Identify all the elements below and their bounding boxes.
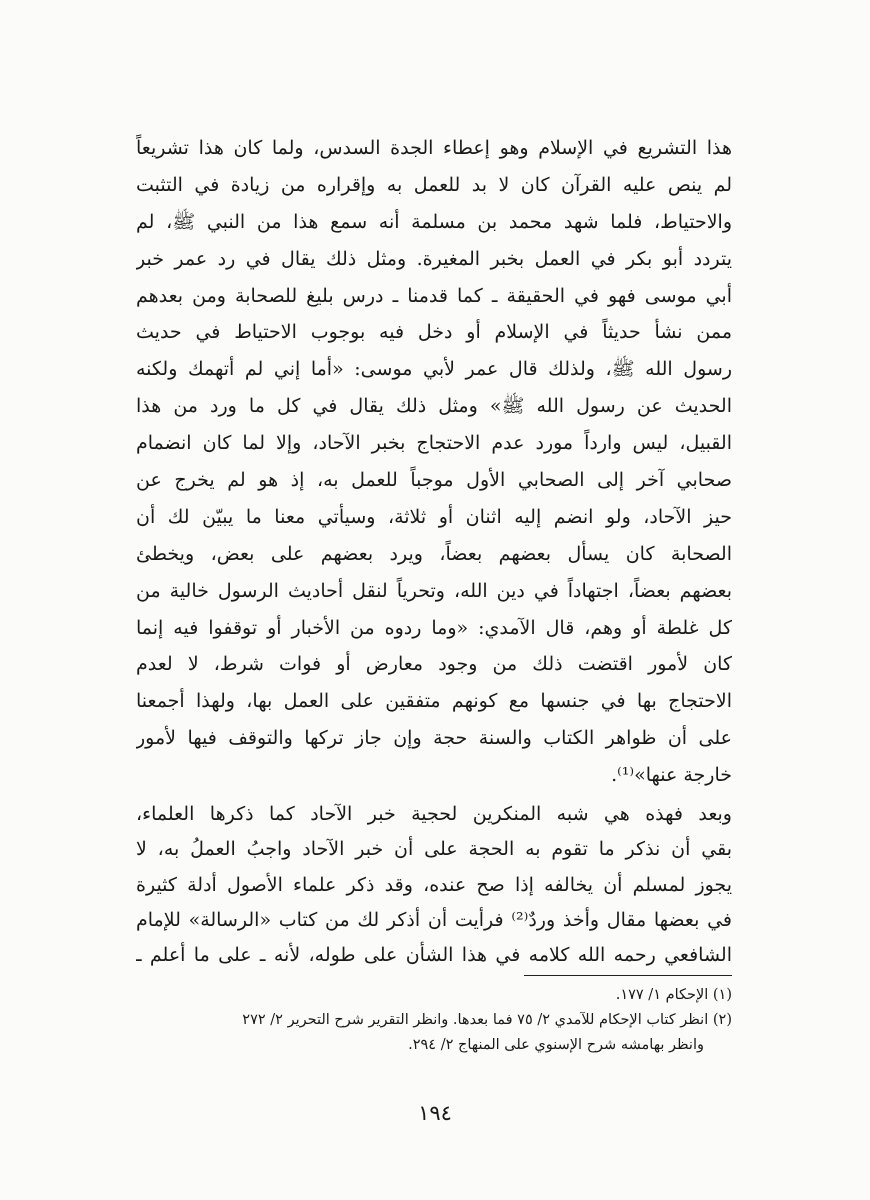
text-line: القبيل، ليس وارداً مورد عدم الاحتجاج بخبر الآحاد، وإلا لما كان انضمام <box>136 432 732 455</box>
footnotes <box>136 983 732 1058</box>
text-line: هذا التشريع في الإسلام وهو إعطاء الجدة السدس، ولما كان هذا تشريعاً <box>136 137 732 159</box>
text-line: خارجة عنها»⁽¹⁾. <box>611 764 732 787</box>
text-line: كل غلطة أو وهم، قال الآمدي: «وما ردوه من الأخبار أو توقفوا فيه إنما <box>136 616 732 639</box>
footnote-2: (٢) انظر كتاب الإحكام للآمدي ٢/ ٧٥ فما بعدها. وانظر التقرير شرح التحرير ٢/ ٢٧٢ <box>242 1012 732 1028</box>
text-line: بعضهم بعضاً، اجتهاداً في دين الله، وتحرياً لنقل أحاديث الرسول خالية من <box>136 579 732 602</box>
text-line: يتردد أبو بكر في العمل بخبر المغيرة. ومثل ذلك يقال في رد عمر خبر <box>136 247 732 270</box>
text-line: أبي موسى فهو في الحقيقة ـ كما قدمنا ـ درس بليغ للصحابة ومن بعدهم <box>136 284 732 307</box>
text-line: حيز الآحاد، ولو انضم إليه اثنان أو ثلاثة، وسيأتي معنا ما يبيّن لك أن <box>136 505 732 528</box>
text-line: ممن نشأ حديثاً في الإسلام أو دخل فيه بوجوب الاحتياط في حديث <box>136 321 732 344</box>
text-line: على أن ظواهر الكتاب والسنة حجة وإن جاز تركها والتوقف فيها لأمور <box>136 727 732 750</box>
text-line: الاحتجاج بها في جنسها مع كونهم متفقين على العمل بها، ولهذا أجمعنا <box>136 690 732 713</box>
text-line: والاحتياط، فلما شهد محمد بن مسلمة أنه سمع هذا من النبي ﷺ، لم <box>136 210 732 233</box>
text-line: يجوز لمسلم أن يخالفه إذا صح عنده، وقد ذكر علماء الأصول أدلة كثيرة <box>136 873 732 896</box>
footnote-1: (١) الإحكام ١/ ١٧٧. <box>615 987 732 1003</box>
text-line: الشافعي رحمه الله كلامه في هذا الشأن على طوله، لأنه ـ على ما أعلم ـ <box>136 944 732 967</box>
text-line: بقي أن نذكر ما تقوم به الحجة على أن خبر الآحاد واجبُ العملُ به، لا <box>136 838 732 861</box>
text-line: صحابي آخر إلى الصحابي الأول موجباً للعمل به، إذ هو لم يخرج عن <box>136 469 732 492</box>
text-line: الصحابة كان يسأل بعضهم بعضاً، ويرد بعضهم على بعض، ويخطئ <box>136 542 732 565</box>
text-line: لم ينص عليه القرآن كان لا بد للعمل به وإقراره من زيادة في التثبت <box>136 173 732 196</box>
footnote-2-continuation: وانظر بهامشه شرح الإسنوي على المنهاج ٢/ ٢٩٤. <box>408 1037 704 1053</box>
footnote-separator <box>524 975 732 976</box>
text-line: كان لأمور اقتضت ذلك من وجود معارض أو فوات شرط، لا لعدم <box>136 653 732 676</box>
paragraph-1 <box>136 130 732 794</box>
text-line: الحديث عن رسول الله ﷺ» ومثل ذلك يقال في كل ما ورد من هذا <box>136 395 732 418</box>
text-line: في بعضها مقال وأخذ وردٌ⁽²⁾ فرأيت أن أذكر لك من كتاب «الرسالة» للإمام <box>136 908 732 931</box>
text-line: رسول الله ﷺ، ولذلك قال عمر لأبي موسى: «أما إني لم أتهمك ولكنه <box>136 358 732 381</box>
page-number: ١٩٤ <box>418 1101 452 1125</box>
text-line: وبعد فهذه هي شبه المنكرين لحجية خبر الآحاد كما ذكرها العلماء، <box>136 803 732 825</box>
paragraph-2 <box>136 797 732 973</box>
